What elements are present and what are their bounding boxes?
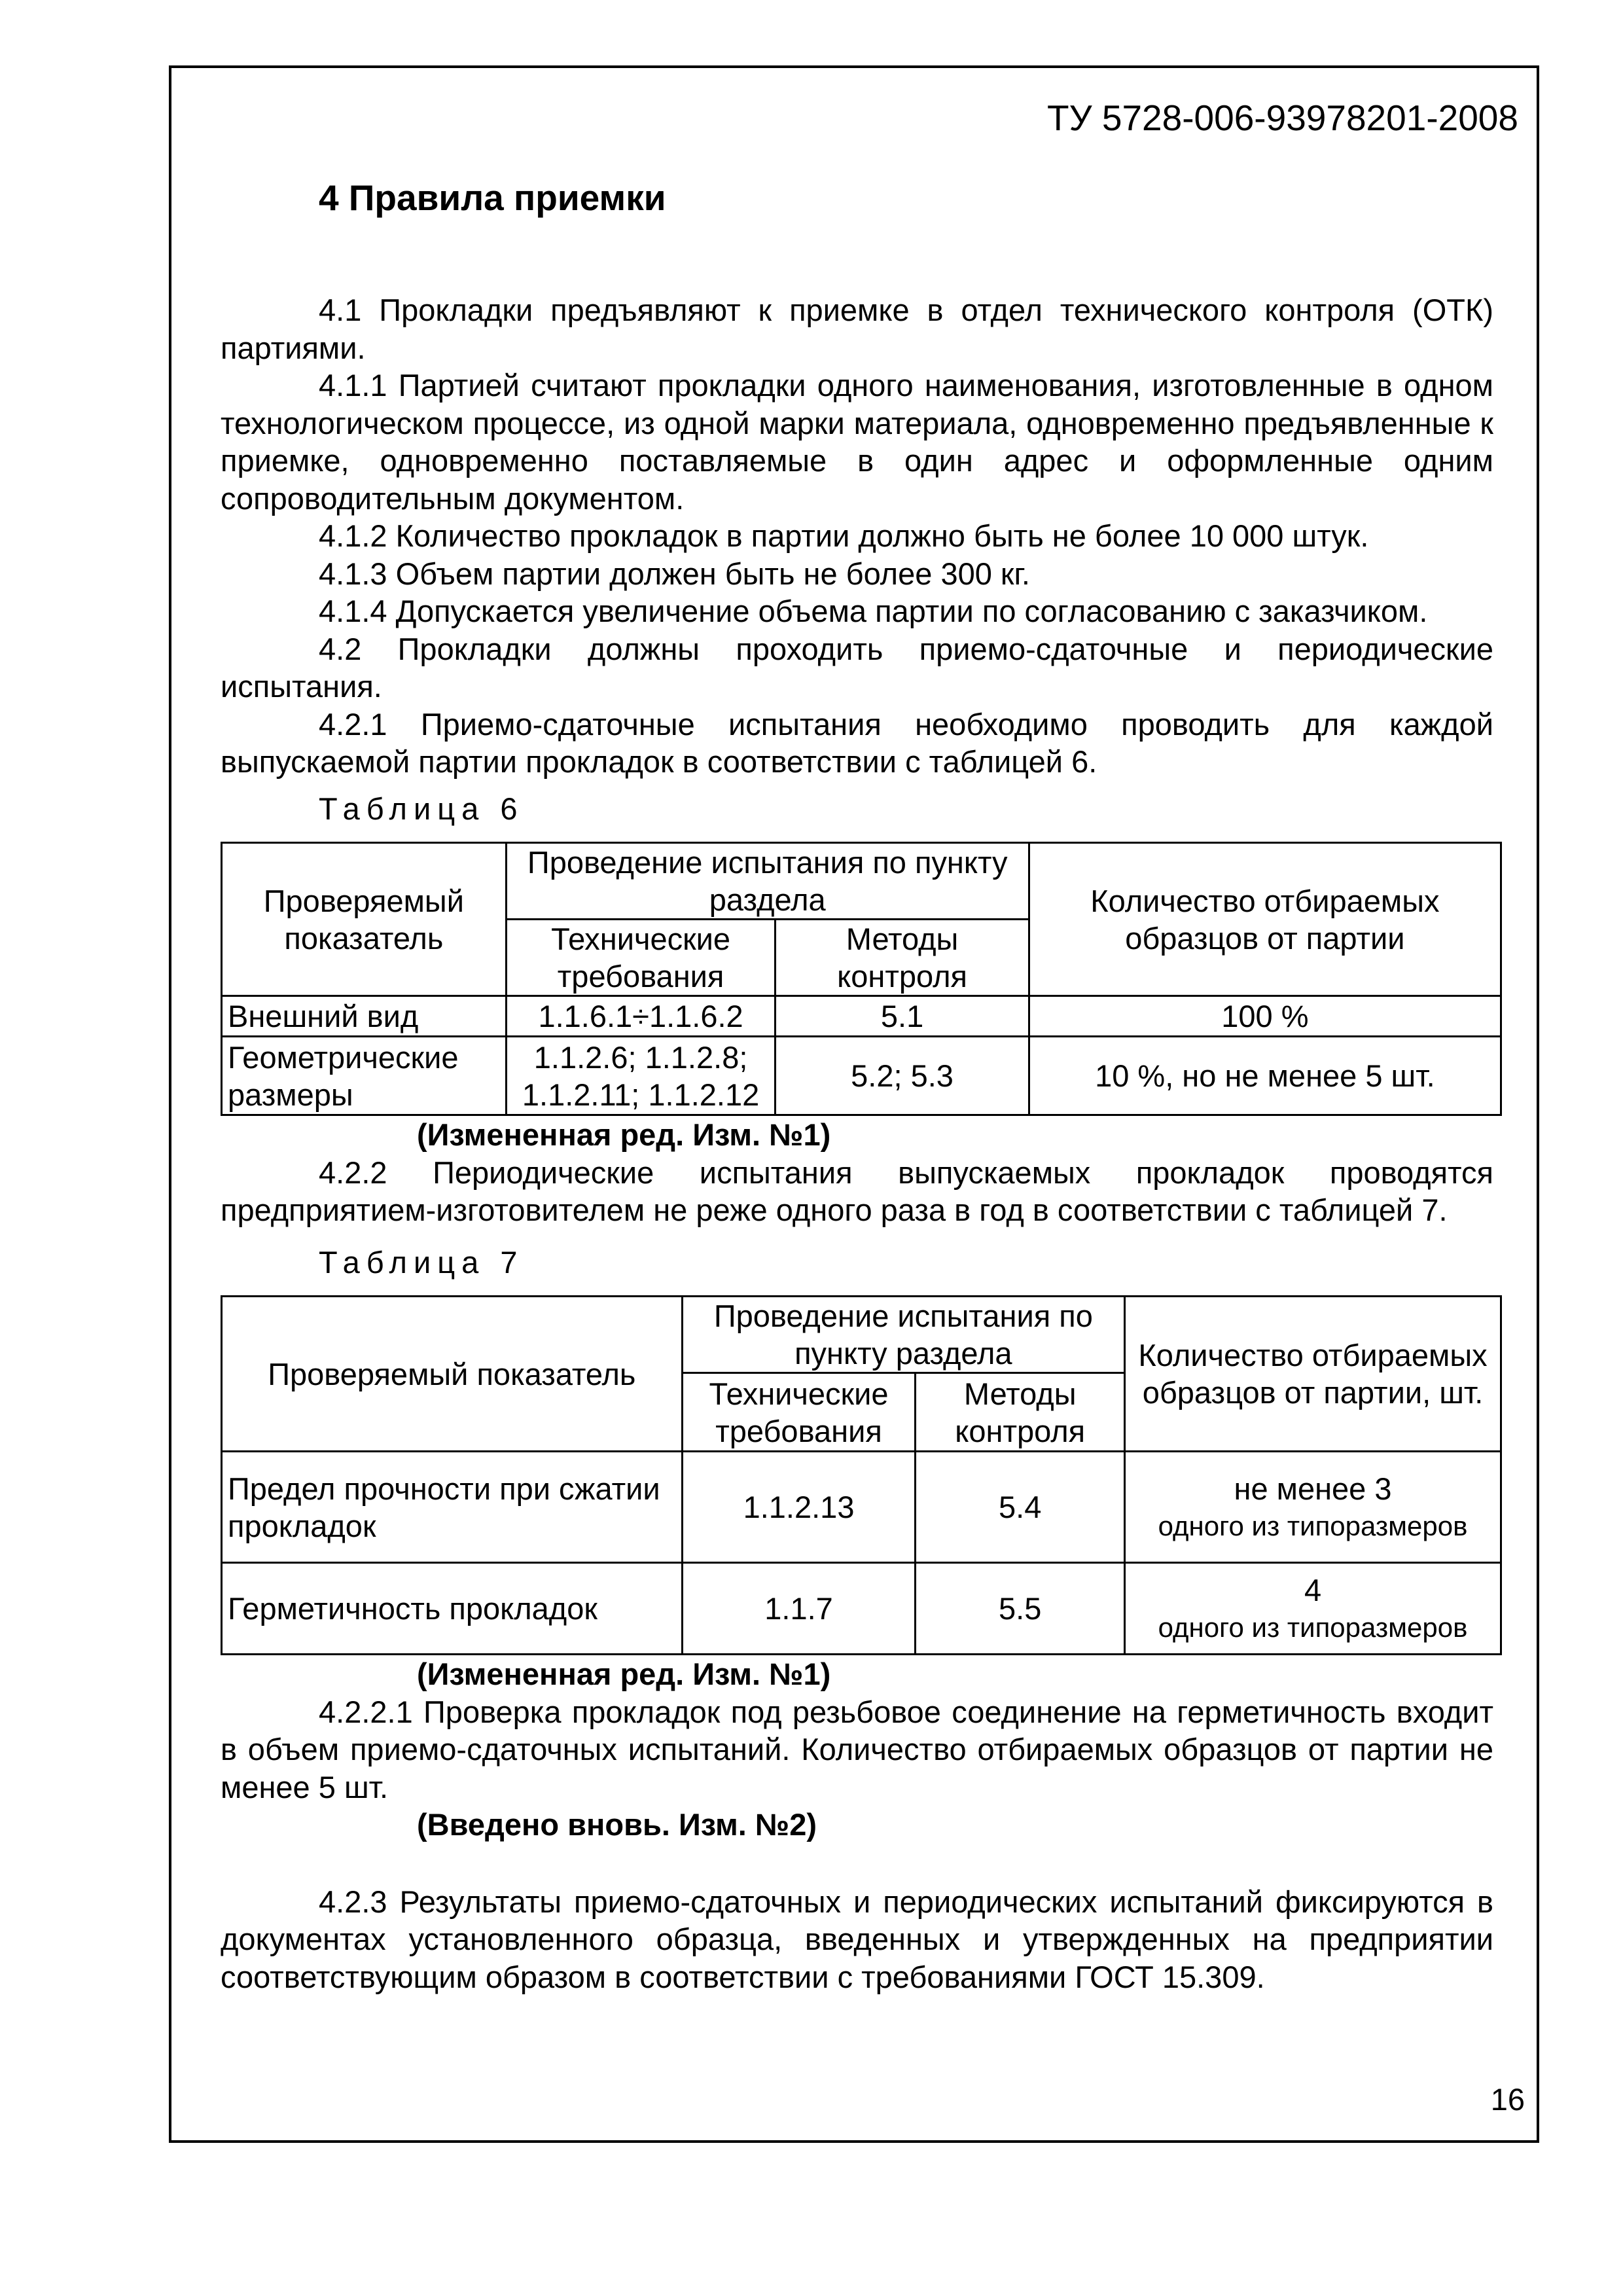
paragraph-4-2-2: 4.2.2 Периодические испытания выпускаемых прокладок проводятся предприятием-изготовителем не реже одного раза в год в соответствии с таблицей 7. — [221, 1155, 1493, 1227]
t6-cell-tech: 1.1.2.6; 1.1.2.8; 1.1.2.11; 1.1.2.12 — [506, 1037, 776, 1115]
page-number: 16 — [1490, 2082, 1525, 2117]
t6-header-methods: Методы контроля — [776, 920, 1029, 996]
change-note-2: (Измененная ред. Изм. №1) — [417, 1657, 831, 1691]
t7-header-tech: Технические требования — [682, 1373, 916, 1452]
t7-cell-methods: 5.5 — [916, 1563, 1125, 1655]
t6-cell-indicator: Геометрические размеры — [222, 1037, 507, 1115]
paragraph-4-2: 4.2 Прокладки должны проходить приемо-сдаточные и периодические испытания. — [221, 631, 1493, 704]
t7-cell-qty — [1125, 1452, 1501, 1563]
paragraph-4-2-1: 4.2.1 Приемо-сдаточные испытания необходимо проводить для каждой выпускаемой партии прокладок в соответствии с таблицей 6. — [221, 706, 1493, 779]
paragraph-4-1-2: 4.1.2 Количество прокладок в партии должно быть не более 10 000 штук. — [319, 518, 1369, 553]
table-row — [222, 1452, 1501, 1563]
t6-cell-methods: 5.2; 5.3 — [776, 1037, 1029, 1115]
table-row — [222, 1037, 1501, 1115]
paragraph-4-1-4: 4.1.4 Допускается увеличение объема партии по согласованию с заказчиком. — [319, 594, 1428, 628]
t6-cell-methods: 5.1 — [776, 996, 1029, 1037]
t6-cell-qty: 10 %, но не менее 5 шт. — [1029, 1037, 1501, 1115]
document-number: ТУ 5728-006-93978201-2008 — [1047, 98, 1518, 138]
t6-header-indicator: Проверяемый показатель — [222, 843, 507, 996]
document-body — [221, 291, 1493, 1996]
t7-qty-note: одного из типоразмеров — [1158, 1510, 1468, 1541]
paragraph-4-1: 4.1 Прокладки предъявляют к приемке в отдел технического контроля (ОТК) партиями. — [221, 293, 1493, 365]
t7-cell-indicator: Предел прочности при сжатии прокладок — [222, 1452, 683, 1563]
t7-header-indicator: Проверяемый показатель — [222, 1297, 683, 1452]
t7-cell-tech: 1.1.2.13 — [682, 1452, 916, 1563]
paragraph-4-1-1: 4.1.1 Партией считают прокладки одного наименования, изготовленные в одном технологическом процессе, из одной марки материала, одновременно предъявленные к приемке, одновременно поставляемые в один адрес и оформленные одним сопроводительным документом. — [221, 368, 1493, 516]
change-note-1: (Измененная ред. Изм. №1) — [417, 1117, 831, 1152]
section-title: 4 Правила приемки — [319, 177, 666, 218]
paragraph-4-2-3: 4.2.3 Результаты приемо-сдаточных и периодических испытаний фиксируются в документах установленного образца, введенных и утвержденных на предприятии соответствующим образом в соответствии с требованиями ГОСТ 15.309. — [221, 1884, 1493, 1994]
table-7 — [221, 1295, 1502, 1655]
t7-header-conduct: Проведение испытания по пункту раздела — [682, 1297, 1124, 1373]
t7-cell-qty — [1125, 1563, 1501, 1655]
t7-cell-tech: 1.1.7 — [682, 1563, 916, 1655]
t6-cell-tech: 1.1.6.1÷1.1.6.2 — [506, 996, 776, 1037]
t7-cell-methods: 5.4 — [916, 1452, 1125, 1563]
t6-cell-qty: 100 % — [1029, 996, 1501, 1037]
table-row — [222, 1563, 1501, 1655]
t7-cell-indicator: Герметичность прокладок — [222, 1563, 683, 1655]
table-7-caption: Таблица 7 — [319, 1244, 524, 1280]
paragraph-4-1-3: 4.1.3 Объем партии должен быть не более 300 кг. — [319, 556, 1030, 591]
t7-header-methods: Методы контроля — [916, 1373, 1125, 1452]
t6-header-qty: Количество отбираемых образцов от партии — [1029, 843, 1501, 996]
table-6 — [221, 842, 1502, 1116]
t7-qty-note: одного из типоразмеров — [1158, 1611, 1468, 1643]
table-row — [222, 996, 1501, 1037]
t7-qty-value: не менее 3 — [1234, 1471, 1392, 1506]
t6-header-tech: Технические требования — [506, 920, 776, 996]
t7-header-qty: Количество отбираемых образцов от партии, шт. — [1125, 1297, 1501, 1452]
paragraph-4-2-2-1: 4.2.2.1 Проверка прокладок под резьбовое соединение на герметичность входит в объем приемо-сдаточных испытаний. Количество отбираемых образцов от партии не менее 5 шт. — [221, 1694, 1493, 1804]
t6-cell-indicator: Внешний вид — [222, 996, 507, 1037]
table-6-caption: Таблица 6 — [319, 791, 524, 826]
change-note-3: (Введено вновь. Изм. №2) — [417, 1807, 817, 1842]
t7-qty-value: 4 — [1304, 1572, 1322, 1607]
t6-header-conduct: Проведение испытания по пункту раздела — [506, 843, 1029, 920]
